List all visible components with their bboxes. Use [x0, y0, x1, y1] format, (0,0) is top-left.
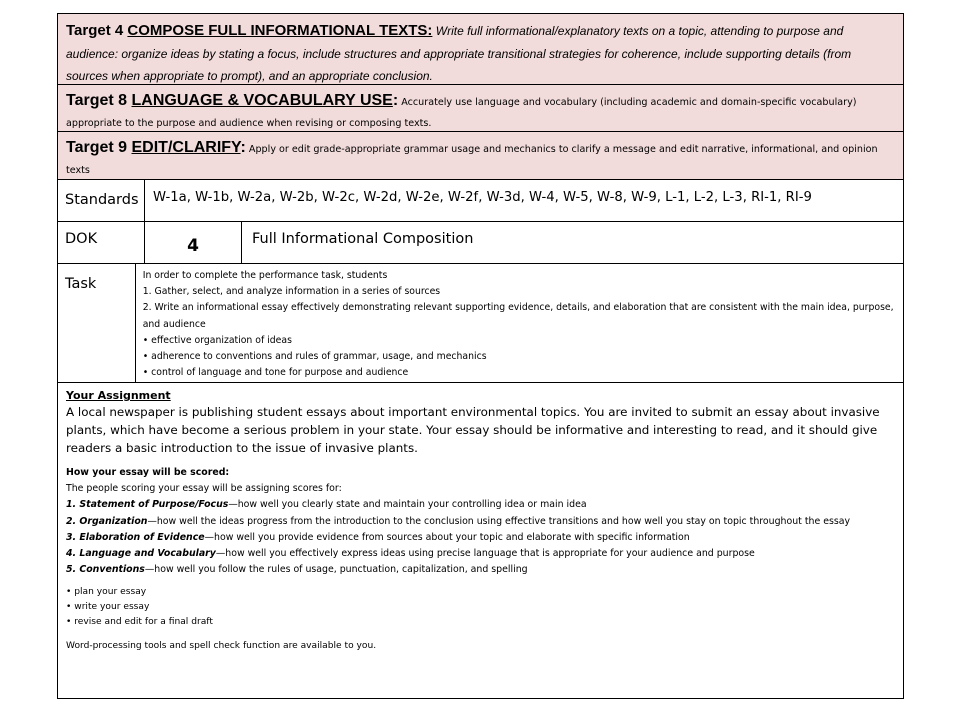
- criterion-name: 4. Language and Vocabulary: [66, 548, 216, 560]
- task-line: 2. Write an informational essay effectively demonstrating relevant supporting evidence, details, and elaboration that are consistent with the main idea, purpose, and audience: [142, 302, 894, 330]
- criterion-item: [66, 546, 895, 562]
- step-item: • plan your essay: [66, 587, 147, 598]
- target-4-label: Target 4: [66, 22, 128, 39]
- target-8-colon: :: [392, 92, 399, 109]
- target-4-row: [57, 13, 904, 85]
- target-4-title: COMPOSE FULL INFORMATIONAL TEXTS:: [127, 22, 433, 39]
- criterion-item: [66, 514, 895, 530]
- target-4-description: Write full informational/explanatory texts on a topic, attending to purpose and audience: organize ideas by stating a focus, include structures and appropriate transitional strategies for coherence, include supporting details (from sources when appropriate to prompt), and an appropriate conclusion.: [66, 24, 852, 83]
- standards-row: [57, 180, 904, 222]
- task-line: 1. Gather, select, and analyze information in a series of sources: [142, 286, 441, 298]
- scoring-section: [66, 465, 895, 578]
- dok-description: Full Informational Composition: [252, 231, 474, 247]
- target-9-title: EDIT/CLARIFY: [131, 139, 241, 156]
- target-8-title: LANGUAGE & VOCABULARY USE: [131, 92, 393, 109]
- criterion-text: —how well you clearly state and maintain your controlling idea or main idea: [228, 499, 587, 511]
- task-line: In order to complete the performance task, students: [142, 270, 388, 281]
- step-item: • revise and edit for a final draft: [66, 617, 213, 628]
- criterion-item: [66, 530, 895, 546]
- target-9-label: Target 9: [66, 139, 132, 156]
- step-item: • write your essay: [66, 602, 150, 613]
- criterion-item: [66, 497, 895, 513]
- dok-level: 4: [145, 222, 242, 263]
- task-line: • adherence to conventions and rules of grammar, usage, and mechanics: [142, 351, 487, 363]
- criterion-text: —how well you effectively express ideas using precise language that is appropriate for your audience and purpose: [215, 548, 755, 560]
- criterion-text: —how well you follow the rules of usage, punctuation, capitalization, and spelling: [144, 564, 528, 576]
- scoring-intro: The people scoring your essay will be assigning scores for:: [66, 483, 342, 495]
- task-line: • control of language and tone for purpose and audience: [142, 367, 409, 379]
- target-8-row: [57, 85, 904, 132]
- task-line: • effective organization of ideas: [142, 334, 292, 346]
- target-9-description: Apply or edit grade-appropriate grammar usage and mechanics to clarify a message and edit narrative, informational, and opinion texts: [66, 144, 878, 176]
- task-description: [136, 264, 903, 382]
- task-row: [57, 264, 904, 383]
- dok-row: [57, 222, 904, 264]
- assignment-prompt: A local newspaper is publishing student essays about important environmental topics. You are invited to submit an essay about invasive plants, which have become a serious problem in your state. Your essay should be informative and interesting to read, and it should give readers a basic introduction to the issue of invasive plants.: [66, 405, 880, 455]
- assignment-heading: Your Assignment: [66, 389, 171, 402]
- criterion-text: —how well you provide evidence from sources about your topic and elaborate with specific information: [204, 531, 690, 543]
- target-8-description: Accurately use language and vocabulary (including academic and domain-specific vocabulary) appropriate to the purpose and audience when revising or composing texts.: [66, 97, 857, 129]
- criterion-name: 5. Conventions: [66, 564, 145, 576]
- steps-list: [66, 585, 895, 630]
- scoring-heading: How your essay will be scored:: [66, 467, 230, 478]
- target-9-colon: :: [240, 139, 246, 156]
- criterion-name: 2. Organization: [66, 515, 148, 527]
- task-label: Task: [58, 264, 136, 382]
- tools-note: Word-processing tools and spell check function are available to you.: [66, 641, 377, 652]
- assignment-section: [57, 383, 904, 699]
- criterion-text: —how well the ideas progress from the introduction to the conclusion using effective transitions and how well you stay on topic throughout the essay: [147, 515, 851, 527]
- criterion-item: [66, 562, 895, 578]
- criterion-name: 3. Elaboration of Evidence: [66, 531, 205, 543]
- criterion-name: 1. Statement of Purpose/Focus: [66, 499, 229, 511]
- target-9-row: [57, 132, 904, 180]
- standards-value: W-1a, W-1b, W-2a, W-2b, W-2c, W-2d, W-2e, W-2f, W-3d, W-4, W-5, W-8, W-9, L-1, L-2, L-3, RI-1, RI-9: [153, 190, 812, 205]
- performance-task-table: [57, 13, 904, 699]
- standards-label: Standards: [58, 180, 145, 221]
- target-8-label: Target 8: [66, 92, 132, 109]
- dok-label: DOK: [58, 222, 145, 263]
